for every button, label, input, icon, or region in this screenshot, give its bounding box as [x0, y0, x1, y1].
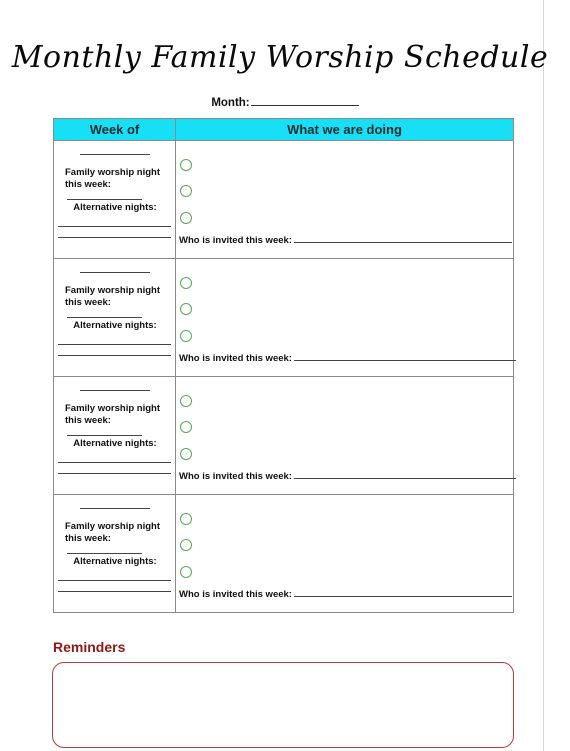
- family-night-blank[interactable]: [67, 545, 142, 554]
- family-night-field: [65, 403, 170, 440]
- invited-field: [179, 234, 512, 246]
- activity-checkbox[interactable]: [180, 212, 192, 224]
- activity-checkbox[interactable]: [180, 421, 192, 433]
- table-row: [54, 259, 514, 377]
- family-night-label: Family worship night this week:: [65, 403, 161, 426]
- week-date-blank[interactable]: [80, 154, 150, 155]
- activity-cell: [176, 141, 514, 259]
- reminders-box[interactable]: [52, 662, 514, 748]
- invited-label: Who is invited this week:: [179, 471, 292, 482]
- week-of-header: Week of: [54, 119, 176, 141]
- table-row: [54, 377, 514, 495]
- activity-checkbox[interactable]: [180, 566, 192, 578]
- invited-label: Who is invited this week:: [179, 589, 292, 600]
- activity-checkbox[interactable]: [180, 277, 192, 289]
- alt-nights-blank[interactable]: [58, 344, 171, 345]
- invited-blank[interactable]: [294, 588, 512, 597]
- week-cell: [54, 377, 176, 495]
- alt-nights-blank[interactable]: [58, 473, 171, 474]
- family-night-blank[interactable]: [67, 427, 142, 436]
- family-night-label: Family worship night this week:: [65, 285, 161, 308]
- family-night-field: [65, 521, 170, 558]
- invited-field: [179, 352, 516, 364]
- page-title: Monthly Family Worship Schedule: [11, 40, 549, 75]
- alt-nights-label: Alternative nights:: [73, 202, 157, 213]
- activity-checkbox[interactable]: [180, 513, 192, 525]
- schedule-table: [53, 118, 514, 613]
- activity-checkbox[interactable]: [180, 539, 192, 551]
- invited-label: Who is invited this week:: [179, 353, 292, 364]
- activity-checkbox[interactable]: [180, 448, 192, 460]
- week-cell: [54, 259, 176, 377]
- activity-cell: [176, 377, 514, 495]
- alt-nights-blank[interactable]: [58, 591, 171, 592]
- activity-checkbox[interactable]: [180, 159, 192, 171]
- page-edge: [543, 0, 544, 751]
- activity-cell: [176, 259, 514, 377]
- alt-nights-blank[interactable]: [58, 355, 171, 356]
- month-field[interactable]: [0, 96, 570, 109]
- alt-nights-blank[interactable]: [58, 237, 171, 238]
- week-cell: [54, 495, 176, 613]
- week-cell: [54, 141, 176, 259]
- activity-checkbox[interactable]: [180, 330, 192, 342]
- family-night-label: Family worship night this week:: [65, 167, 161, 190]
- table-header-row: [54, 119, 514, 141]
- alt-nights-label: Alternative nights:: [73, 556, 157, 567]
- alt-nights-label: Alternative nights:: [73, 438, 157, 449]
- table-row: [54, 495, 514, 613]
- family-night-blank[interactable]: [67, 309, 142, 318]
- activity-cell: [176, 495, 514, 613]
- family-night-field: [65, 167, 170, 204]
- activity-checkbox[interactable]: [180, 185, 192, 197]
- what-doing-header: What we are doing: [176, 119, 514, 141]
- alt-nights-blank[interactable]: [58, 580, 171, 581]
- family-night-field: [65, 285, 170, 322]
- invited-field: [179, 588, 512, 600]
- invited-field: [179, 470, 516, 482]
- activity-checkbox[interactable]: [180, 303, 192, 315]
- week-date-blank[interactable]: [80, 272, 150, 273]
- invited-blank[interactable]: [294, 470, 516, 479]
- family-night-blank[interactable]: [67, 191, 142, 200]
- reminders-heading: Reminders: [53, 639, 126, 655]
- invited-blank[interactable]: [294, 234, 512, 243]
- invited-label: Who is invited this week:: [179, 235, 292, 246]
- alt-nights-blank[interactable]: [58, 462, 171, 463]
- family-night-label: Family worship night this week:: [65, 521, 161, 544]
- invited-blank[interactable]: [294, 352, 516, 361]
- week-date-blank[interactable]: [80, 508, 150, 509]
- month-blank[interactable]: [251, 96, 359, 106]
- month-label: Month:: [211, 97, 250, 109]
- alt-nights-label: Alternative nights:: [73, 320, 157, 331]
- activity-checkbox[interactable]: [180, 395, 192, 407]
- table-row: [54, 141, 514, 259]
- alt-nights-blank[interactable]: [58, 226, 171, 227]
- week-date-blank[interactable]: [80, 390, 150, 391]
